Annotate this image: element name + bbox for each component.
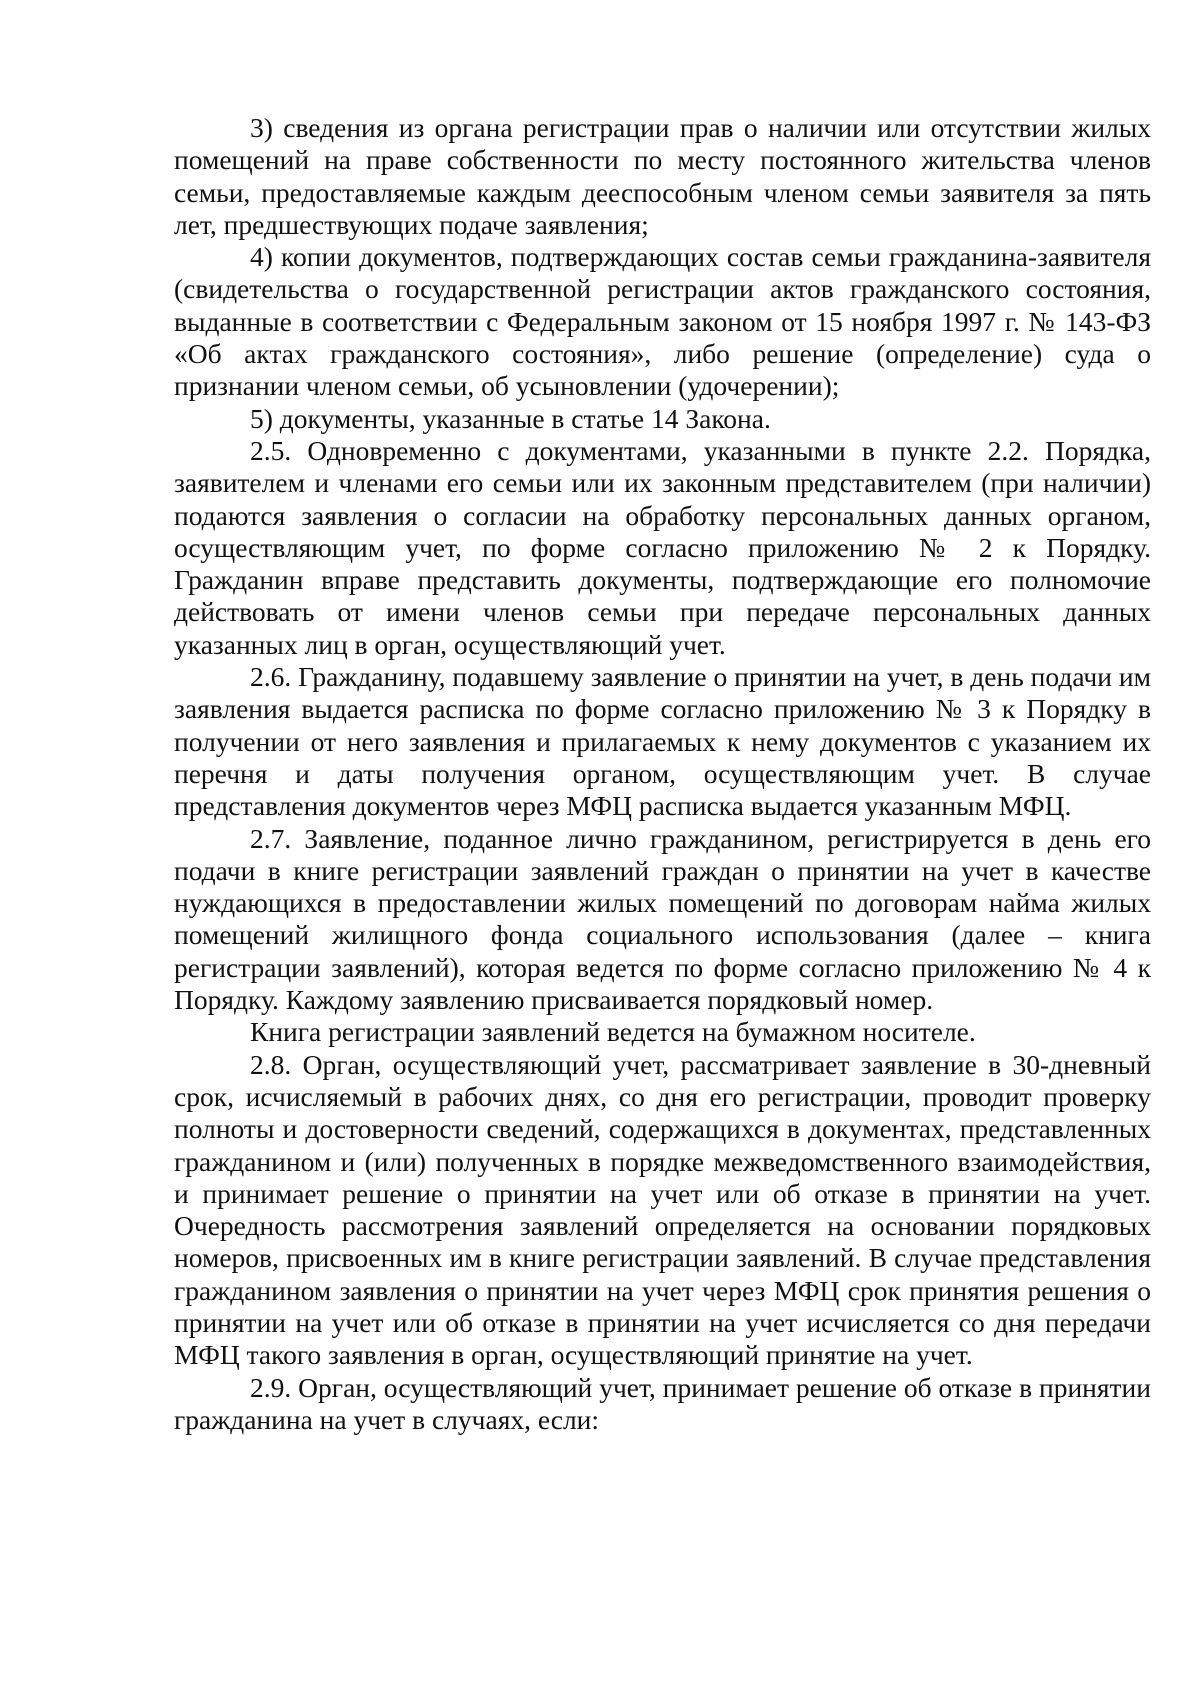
paragraph-2-6: 2.6. Гражданину, подавшему заявление о принятии на учет, в день подачи им заявления выдается расписка по форме согласно приложению № 3 к Порядку в получении от него заявления и прилагаемых к нему документов с указанием их перечня и даты получения органом, осуществляющим учет. В случае представления документов через МФЦ расписка выдается указанным МФЦ. xyxy=(174,661,1151,822)
paragraph-item-4: 4) копии документов, подтверждающих состав семьи гражданина-заявителя (свидетельства о государственной регистрации актов гражданского состояния, выданные в соответствии с Федеральным законом от 15 ноября 1997 г. № 143-ФЗ «Об актах гражданского состояния», либо решение (определение) суда о признании членом семьи, об усыновлении (удочерении); xyxy=(174,241,1151,402)
paragraph-registration-book: Книга регистрации заявлений ведется на бумажном носителе. xyxy=(250,1016,976,1048)
paragraph-2-5: 2.5. Одновременно с документами, указанными в пункте 2.2. Порядка, заявителем и членами его семьи или их законным представителем (при наличии) подаются заявления о согласии на обработку персональных данных органом, осуществляющим учет, по форме согласно приложению № 2 к Порядку. Гражданин вправе представить документы, подтверждающие его полномочие действовать от имени членов семьи при передаче персональных данных указанных лиц в орган, осуществляющий учет. xyxy=(174,434,1151,660)
paragraph-item-3: 3) сведения из органа регистрации прав о наличии или отсутствии жилых помещений на праве собственности по месту постоянного жительства членов семьи, предоставляемые каждым дееспособным членом семьи заявителя за пять лет, предшествующих подаче заявления; xyxy=(174,112,1151,240)
paragraph-2-7: 2.7. Заявление, поданное лично гражданином, регистрируется в день его подачи в книге регистрации заявлений граждан о принятии на учет в качестве нуждающихся в предоставлении жилых помещений по договорам найма жилых помещений жилищного фонда социального использования (далее – книга регистрации заявлений), которая ведется по форме согласно приложению № 4 к Порядку. Каждому заявлению присваивается порядковый номер. xyxy=(174,822,1151,1016)
paragraph-item-5: 5) документы, указанные в статье 14 Закона. xyxy=(250,402,771,434)
paragraph-2-9: 2.9. Орган, осуществляющий учет, принимает решение об отказе в принятии гражданина на учет в случаях, если: xyxy=(174,1371,1151,1435)
document-page xyxy=(174,112,1151,1436)
paragraph-2-8: 2.8. Орган, осуществляющий учет, рассматривает заявление в 30-дневный срок, исчисляемый в рабочих днях, со дня его регистрации, проводит проверку полноты и достоверности сведений, содержащихся в документах, представленных гражданином и (или) полученных в порядке межведомственного взаимодействия, и принимает решение о принятии на учет или об отказе в принятии на учет. Очередность рассмотрения заявлений определяется на основании порядковых номеров, присвоенных им в книге регистрации заявлений. В случае представления гражданином заявления о принятии на учет через МФЦ срок принятия решения о принятии на учет или об отказе в принятии на учет исчисляется со дня передачи МФЦ такого заявления в орган, осуществляющий принятие на учет. xyxy=(174,1048,1151,1371)
